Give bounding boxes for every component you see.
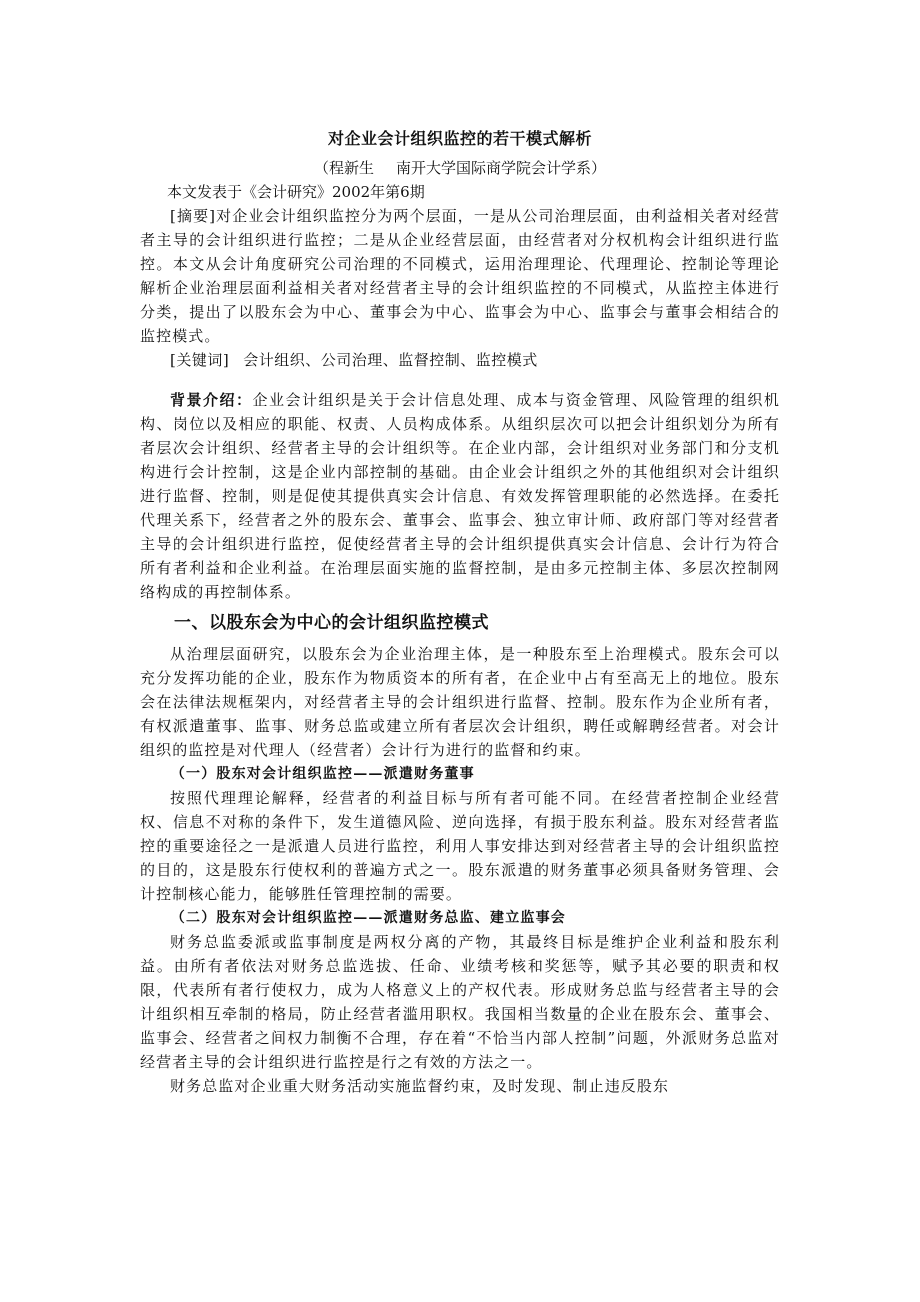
subsection1-text: 按照代理理论解释，经营者的利益目标与所有者可能不同。在经营者控制企业经营权、信息不对称的条件下，发生道德风险、逆向选择，有损于股东利益。股东对经营者监控的重要途径之一是派遣人员进行监控，利用人事安排达到对经营者主导的会计组织监控的目的，这是股东行使权利的普遍方式之一。股东派遣的财务董事必须具备财务管理、会计控制核心能力，能够胜任管理控制的需要。 (140, 789, 780, 903)
subsection1-heading: （一）股东对会计组织监控——派遣财务董事 (170, 766, 475, 782)
background-paragraph (140, 388, 780, 604)
publication-note: 本文发表于《会计研究》2002年第6期 (167, 183, 425, 201)
document-page (140, 128, 780, 1098)
background-text: 企业会计组织是关于会计信息处理、成本与资金管理、风险管理的组织机构、岗位以及相应的职能、权责、人员构成体系。从组织层次可以把会计组织划分为所有者层次会计组织、经营者主导的会计组织等。在企业内部，会计组织对业务部门和分支机构进行会计控制，这是企业内部控制的基础。由企业会计组织之外的其他组织对会计组织进行监督、控制，则是促使其提供真实会计信息、有效发挥管理职能的必然选择。在委托代理关系下，经营者之外的股东会、董事会、监事会、独立审计师、政府部门等对经营者主导的会计组织进行监控，促使经营者主导的会计组织提供真实会计信息、会计行为符合所有者利益和企业利益。在治理层面实施的监督控制，是由多元控制主体、多层次控制网络构成的再控制体系。 (140, 391, 780, 601)
section1-heading: 一、以股东会为中心的会计组织监控模式 (174, 613, 489, 633)
keywords-line (140, 348, 780, 372)
abstract-paragraph: [摘要]对企业会计组织监控分为两个层面，一是从公司治理层面，由利益相关者对经营者主导的会计组织进行监控；二是从企业经营层面，由经营者对分权机构会计组织进行监控。本文从会计角度研究公司治理的不同模式，运用治理理论、代理理论、控制论等理论解析企业治理层面利益相关者对经营者主导的会计组织监控的不同模式，从监控主体进行分类，提出了以股东会为中心、董事会为中心、监事会为中心、监事会与董事会相结合的监控模式。 (140, 207, 780, 345)
document-title: 对企业会计组织监控的若干模式解析 (327, 129, 592, 148)
keywords-label: [关键词] (170, 351, 230, 369)
author-affiliation: 南开大学国际商学院会计学系） (396, 159, 607, 177)
subsection2-heading: （二）股东对会计组织监控——派遣财务总监、建立监事会 (170, 910, 566, 926)
keywords-text: 会计组织、公司治理、监督控制、监控模式 (243, 351, 538, 369)
subsection2-text-1: 财务总监委派或监事制度是两权分离的产物，其最终目标是维护企业利益和股东利益。由所有者依法对财务总监选拔、任命、业绩考核和奖惩等，赋予其必要的职责和权限，代表所有者行使权力，成为人格意义上的产权代表。形成财务总监与经营者主导的会计组织相互牵制的格局，防止经营者滥用职权。我国相当数量的企业在股东会、董事会、监事会、经营者之间权力制衡不合理，存在着“不恰当内部人控制”问题，外派财务总监对经营者主导的会计组织进行监控是行之有效的方法之一。 (140, 933, 780, 1071)
author-line (140, 156, 780, 180)
subsection2-text-2: 财务总监对企业重大财务活动实施监督约束，及时发现、制止违反股东 (170, 1077, 670, 1095)
author-name: （程新生 (313, 159, 374, 177)
background-label: 背景介绍： (170, 391, 253, 409)
section1-intro: 从治理层面研究，以股东会为企业治理主体，是一种股东至上治理模式。股东会可以充分发挥功能的企业，股东作为物质资本的所有者，在企业中占有至高无上的地位。股东会在法律法规框架内，对经营者主导的会计组织进行监督、控制。股东作为企业所有者，有权派遣董事、监事、财务总监或建立所有者层次会计组织，聘任或解聘经营者。对会计组织的监控是对代理人（经营者）会计行为进行的监督和约束。 (140, 645, 780, 759)
